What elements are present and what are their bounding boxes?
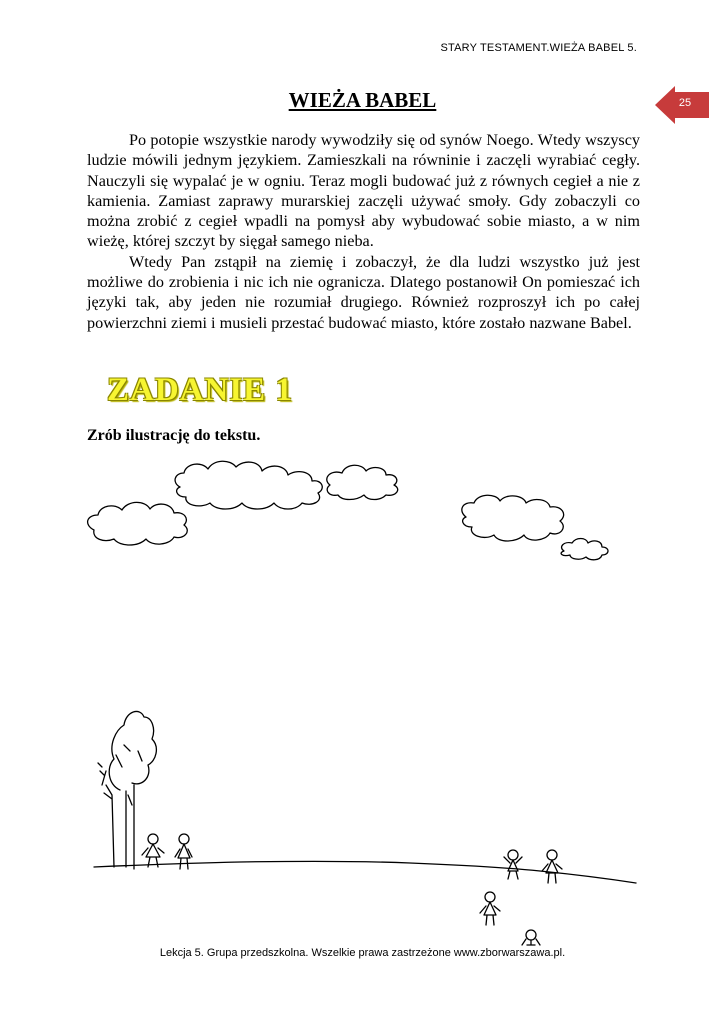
stick-figure-icon xyxy=(542,850,562,883)
stick-figure-icon xyxy=(504,850,522,879)
story-text xyxy=(87,130,640,333)
cloud-icon xyxy=(175,461,322,509)
running-header: STARY TESTAMENT.WIEŻA BABEL 5. xyxy=(440,42,637,54)
footer-note: Lekcja 5. Grupa przedszkolna. Wszelkie prawa zastrzeżone www.zborwarszawa.pl. xyxy=(159,947,566,959)
task-heading: ZADANIE 1 xyxy=(107,372,293,408)
paragraph: Po potopie wszystkie narody wywodziły się od synów Noego. Wtedy wszyscy ludzie mówili jednym językiem. Zamieszkali na równinie i zaczęli wyrabiać cegły. Nauczyli się wypalać je w ogniu. Teraz mogli budować już z równych cegieł a nie z kamienia. Zamiast zaprawy murarskiej zaczęli używać smoły. Gdy zobaczyli co można zrobić z cegieł wpadli na pomysł aby wybudować sobie miasto, a w nim wieżę, której szczyt by sięgał samego nieba. xyxy=(87,131,640,251)
page-title: WIEŻA BABEL xyxy=(288,88,437,112)
cloud-icon xyxy=(327,465,398,499)
page-number: 25 xyxy=(678,97,692,109)
paragraph: Wtedy Pan zstąpił na ziemię i zobaczył, że dla ludzi wszystko już jest możliwe do zrobienia i nic ich nie ogranicza. Dlatego postanowił On pomieszać ich języki tak, aby jeden nie rozumiał drugiego. Również rozproszył ich po całej powierzchni ziemi i musieli przestać budować miasto, które zostało nazwane Babel. xyxy=(87,252,640,332)
stick-figure-icon xyxy=(142,834,164,867)
cloud-icon xyxy=(561,539,608,560)
cloud-icon xyxy=(88,502,188,545)
cloud-icon xyxy=(462,495,564,541)
illustration-canvas xyxy=(80,455,640,950)
stick-figure-icon xyxy=(522,930,540,945)
tree-icon xyxy=(98,711,156,869)
stick-figure-icon xyxy=(480,892,500,925)
task-instruction: Zrób ilustrację do tekstu. xyxy=(87,427,261,444)
